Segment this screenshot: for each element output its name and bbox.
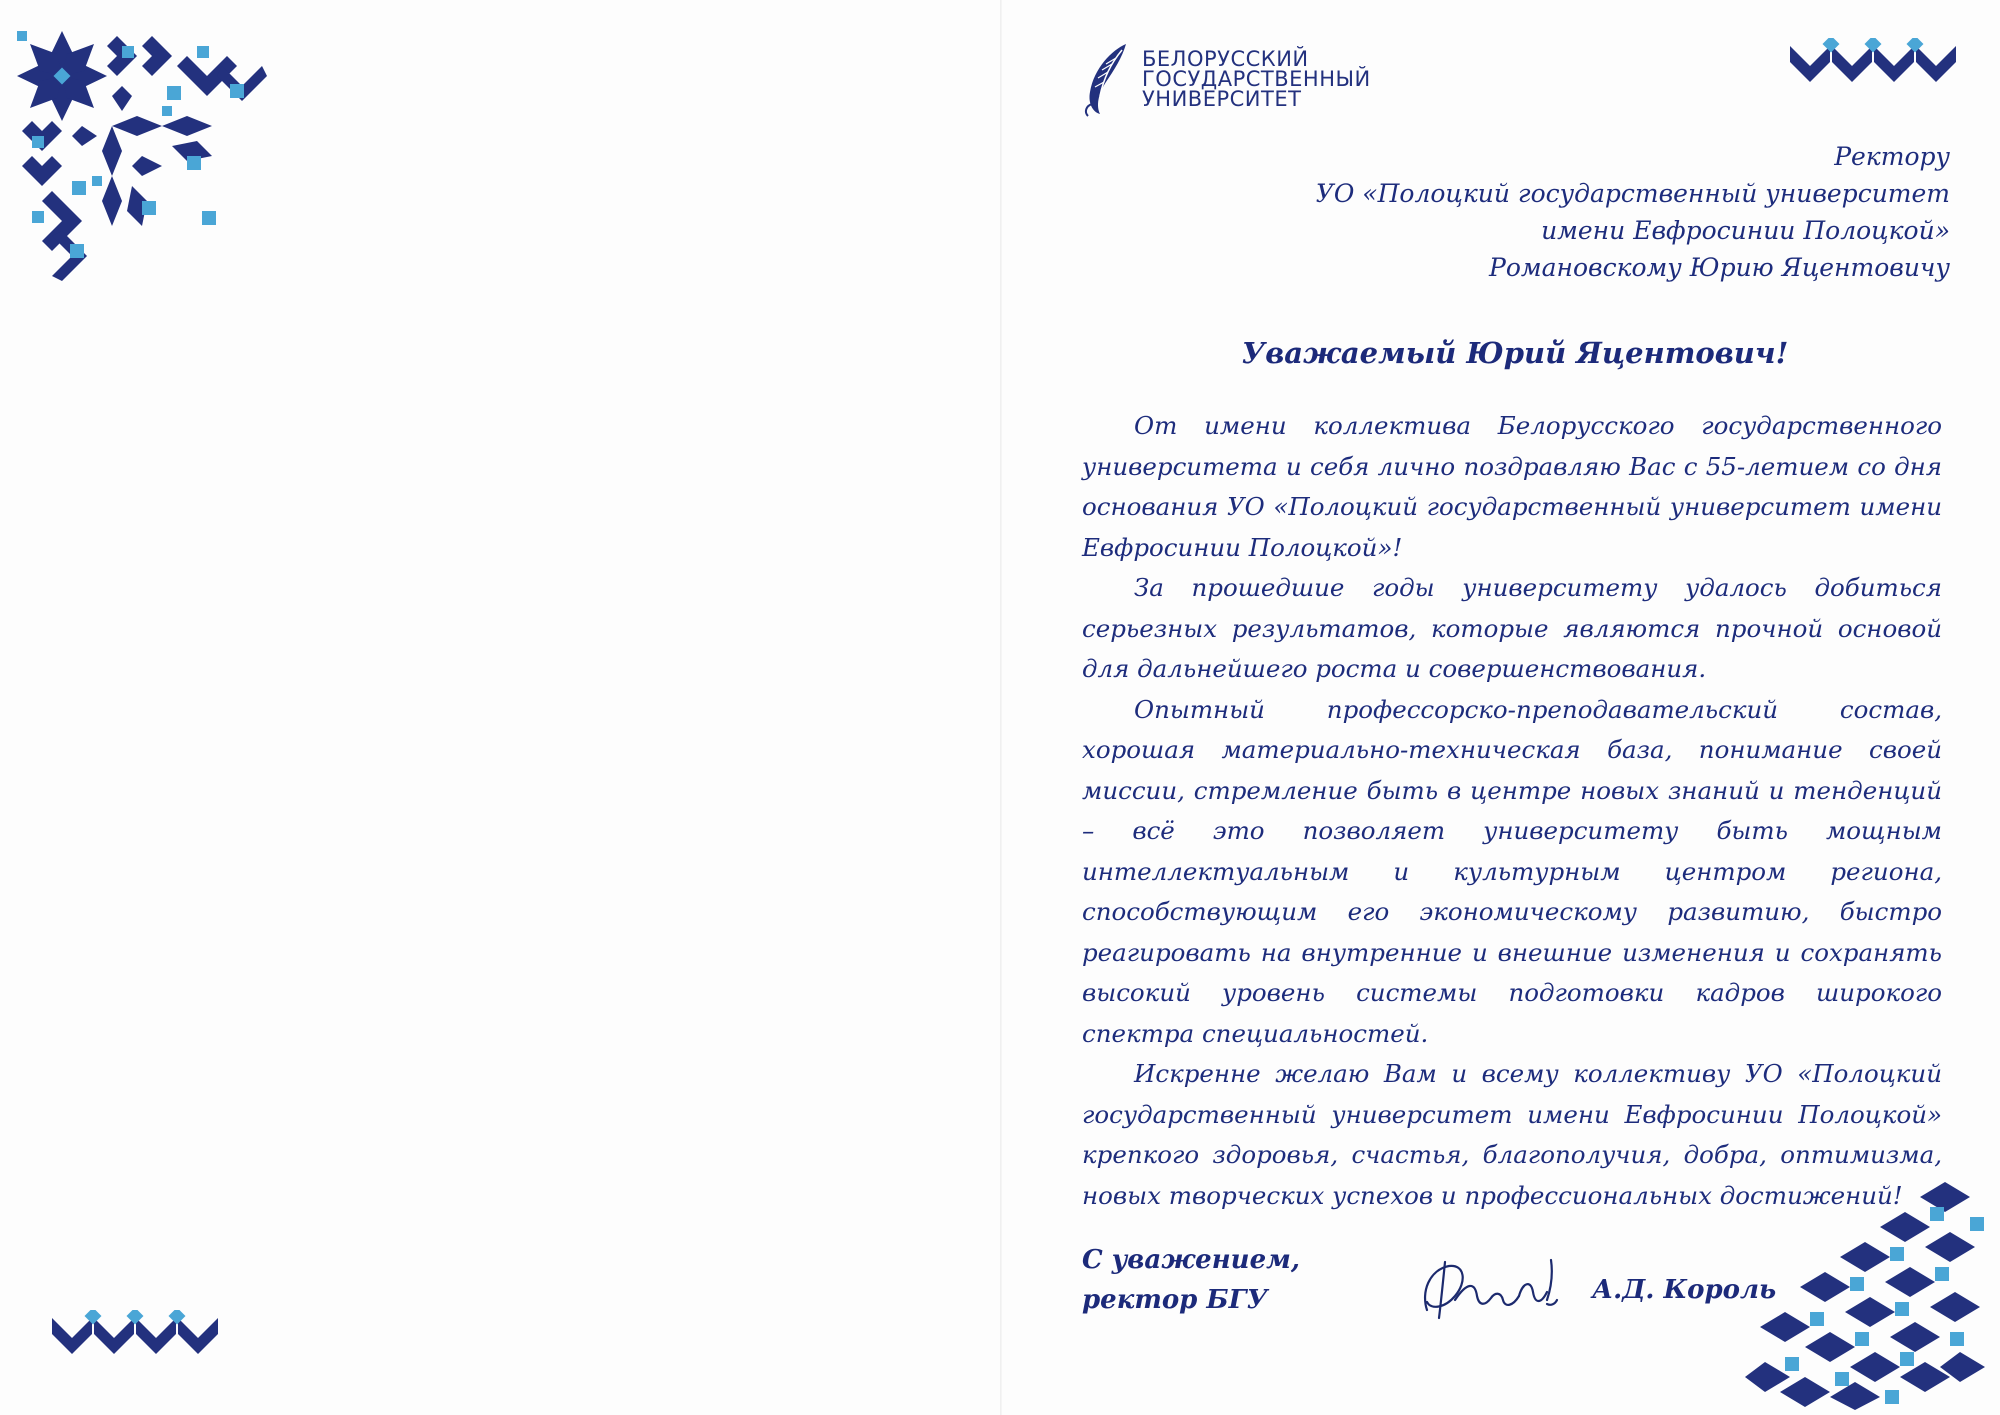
signer-name: А.Д. Король bbox=[1592, 1275, 1777, 1305]
logo-line-2: ГОСУДАРСТВЕННЫЙ bbox=[1142, 67, 1371, 91]
addressee-org-line-2: имени Евфросинии Полоцкой» bbox=[1541, 216, 1950, 245]
feather-emblem-icon bbox=[1082, 40, 1132, 118]
paragraph: От имени коллектива Белорусского государственного университета и себя лично поздравляю Вас с 55-летием со дня основания УО «Полоцкий государственный университет имени Евфросинии Полоцкой»! bbox=[1082, 411, 1942, 562]
handwritten-signature bbox=[1415, 1252, 1575, 1324]
addressee-title: Ректору bbox=[1834, 142, 1950, 171]
closing-block bbox=[1082, 1240, 1300, 1320]
addressee-block bbox=[1250, 138, 1950, 286]
university-name bbox=[1142, 49, 1371, 109]
embroidery-ornament-top-left bbox=[12, 26, 272, 286]
logo-line-3: УНИВЕРСИТЕТ bbox=[1142, 87, 1302, 111]
paragraph: Искренне желаю Вам и всему коллективу УО «Полоцкий государственный университет имени Евфросинии Полоцкой» крепкого здоровья, счастья, благополучия, добра, оптимизма, новых творческих успехов и профессиональных достижений! bbox=[1082, 1059, 1942, 1210]
border-motif-right bbox=[1790, 38, 1960, 90]
logo-line-1: БЕЛОРУССКИЙ bbox=[1142, 47, 1309, 71]
paragraph: За прошедшие годы университету удалось добиться серьезных результатов, которые являются прочной основой для дальнейшего роста и совершенствования. bbox=[1082, 573, 1942, 683]
paragraph: Опытный профессорско-преподавательский состав, хорошая материально-техническая база, понимание своей миссии, стремление быть в центре новых знаний и тенденций – всё это позволяет университету быть мощным интеллектуальным и культурным центром региона, способствующим его экономическому развитию, быстро реагировать на внутренние и внешние изменения и сохранять высокий уровень системы подготовки кадров широкого спектра специальностей. bbox=[1082, 694, 1942, 1048]
salutation: Уважаемый Юрий Яцентович! bbox=[1241, 336, 1789, 370]
addressee-org-line-1: УО «Полоцкий государственный университет bbox=[1315, 179, 1950, 208]
border-motif-left bbox=[52, 1310, 222, 1362]
closing-line-2: ректор БГУ bbox=[1082, 1285, 1268, 1315]
letter-body bbox=[1082, 406, 1942, 1216]
addressee-name: Романовскому Юрию Яцентовичу bbox=[1489, 253, 1950, 282]
closing-line-1: С уважением, bbox=[1082, 1245, 1300, 1275]
university-logo bbox=[1082, 40, 1371, 118]
page-fold bbox=[1000, 0, 1002, 1415]
